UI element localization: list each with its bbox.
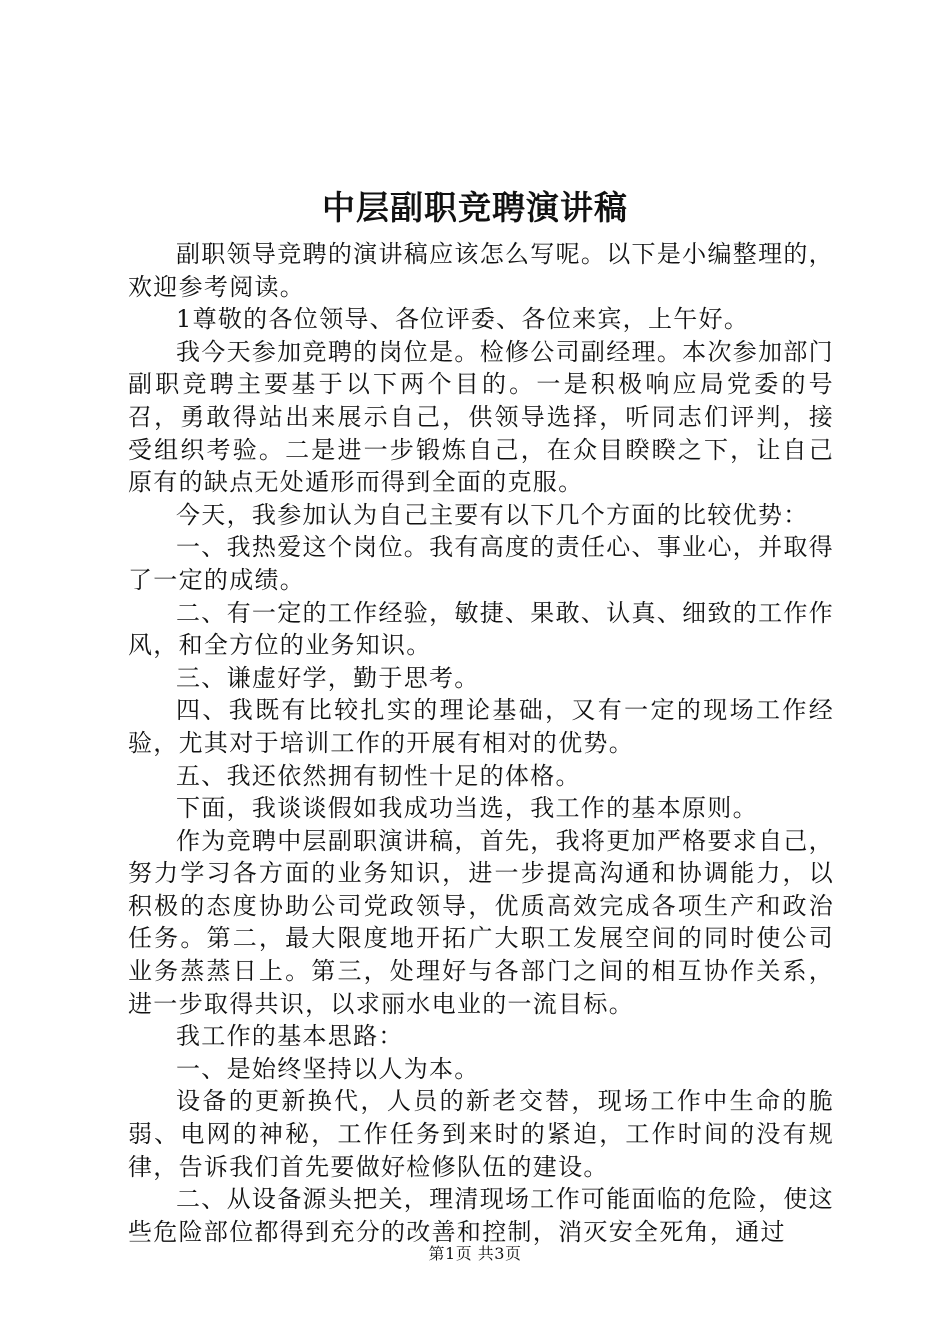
paragraph: 作为竞聘中层副职演讲稿，首先，我将更加严格要求自己，努力学习各方面的业务知识，进一步提高沟通和协调能力，以积极的态度协助公司党政领导，优质高效完成各项生产和政治任务。第二，最大限度地开拓广大职工发展空间的同时使公司业务蒸蒸日上。第三，处理好与各部门之间的相互协作关系，进一步取得共识，以求丽水电业的一流目标。 (128, 826, 834, 1018)
paragraph: 我今天参加竞聘的岗位是。检修公司副经理。本次参加部门副职竞聘主要基于以下两个目的。一是积极响应局党委的号召，勇敢得站出来展示自己，供领导选择，听同志们评判，接受组织考验。二是进一步锻炼自己，在众目睽睽之下，让自己原有的缺点无处遁形而得到全面的克服。 (128, 337, 834, 497)
paragraph: 五、我还依然拥有韧性十足的体格。 (176, 761, 581, 790)
paragraph: 1尊敬的各位领导、各位评委、各位来宾，上午好。 (176, 305, 750, 334)
paragraph: 今天，我参加认为自己主要有以下几个方面的比较优势： (176, 500, 809, 529)
paragraph: 二、有一定的工作经验，敏捷、果敢、认真、细致的工作作风，和全方位的业务知识。 (128, 598, 834, 660)
paragraph: 设备的更新换代，人员的新老交替，现场工作中生命的脆弱、电网的神秘，工作任务到来时的紧迫，工作时间的没有规律，告诉我们首先要做好检修队伍的建设。 (128, 1087, 834, 1181)
paragraph: 副职领导竞聘的演讲稿应该怎么写呢。以下是小编整理的，欢迎参考阅读。 (128, 240, 834, 301)
paragraph: 下面，我谈谈假如我成功当选，我工作的基本原则。 (176, 794, 758, 823)
paragraph: 一、是始终坚持以人为本。 (176, 1054, 480, 1083)
paragraph: 三、谦虚好学，勤于思考。 (176, 663, 480, 692)
paragraph: 一、我热爱这个岗位。我有高度的责任心、事业心，并取得了一定的成绩。 (128, 533, 834, 594)
paragraph: 我工作的基本思路： (176, 1022, 404, 1051)
paragraph: 四、我既有比较扎实的理论基础，又有一定的现场工作经验，尤其对于培训工作的开展有相对的优势。 (128, 696, 834, 757)
page-footer: 第1页 共3页 (428, 1244, 522, 1263)
document-title: 中层副职竞聘演讲稿 (322, 188, 628, 227)
document-body (128, 238, 834, 1248)
paragraph: 二、从设备源头把关，理清现场工作可能面临的危险，使这些危险部位都得到充分的改善和控制，消灭安全死角，通过 (128, 1185, 834, 1246)
